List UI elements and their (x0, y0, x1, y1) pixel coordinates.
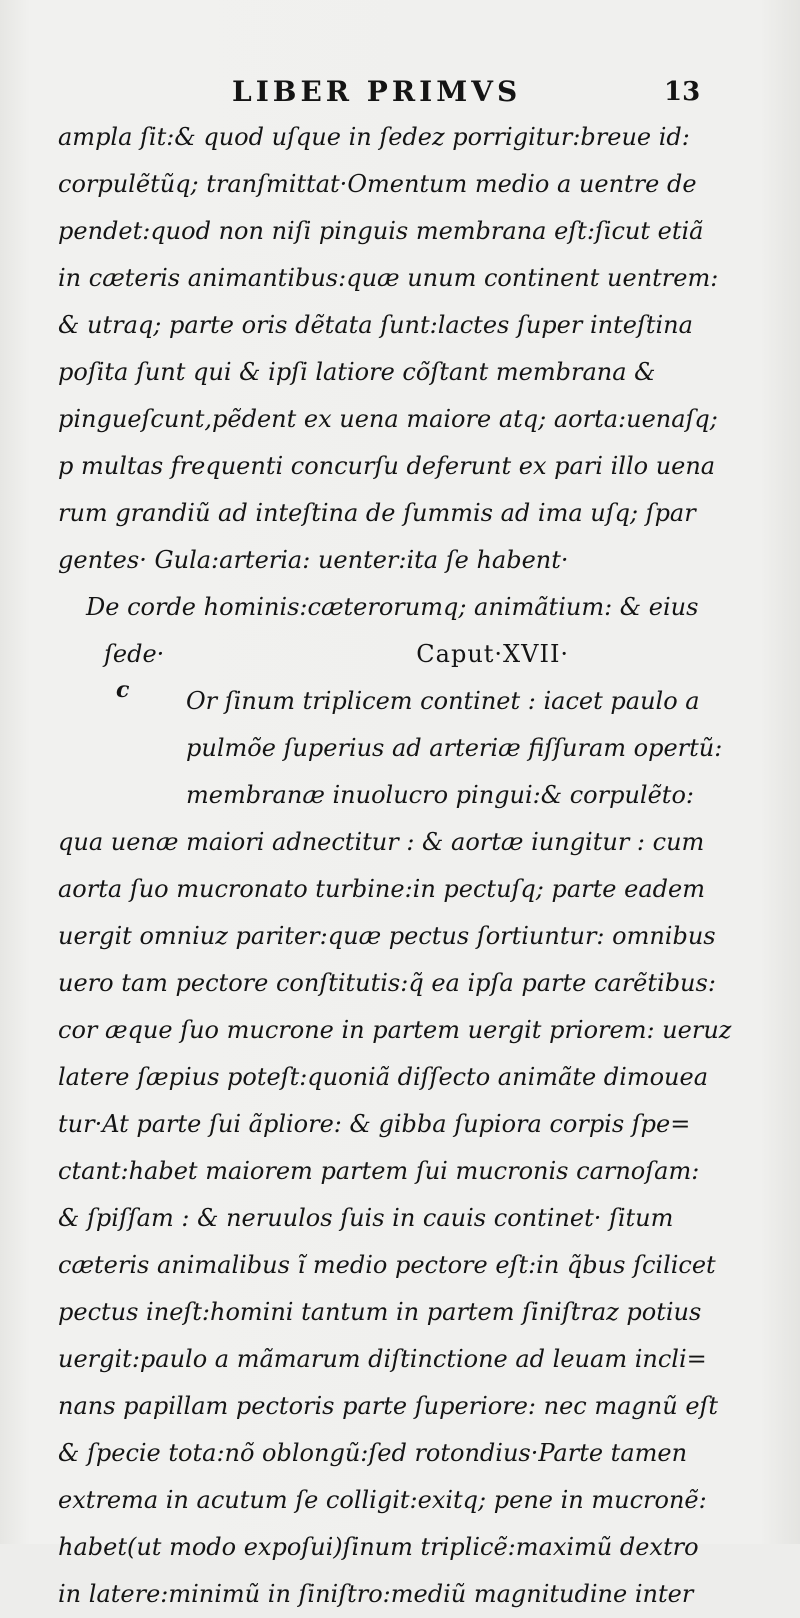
text-line: poſita ſunt qui & ipſi latiore cõſtant membrana & (58, 358, 656, 386)
text-line: pectus ineſt:homini tantum in partem ſiniſtraz potius (58, 1298, 702, 1326)
marginal-letter: c (116, 677, 130, 703)
text-line: cæteris animalibus ĩ medio pectore eſt:in q̃bus ſcilicet (58, 1251, 716, 1279)
text-block (58, 114, 748, 1618)
text-line: & ſpecie tota:nõ oblongũ:ſed rotondius·Parte tamen (58, 1439, 688, 1467)
text-line: tur·At parte ſui ãpliore: & gibba ſupiora corpis ſpe= (58, 1110, 691, 1138)
text-line: gentes· Gula:arteria: uenter:ita ſe habent· (58, 546, 569, 574)
text-line: ampla ſit:& quod uſque in ſedez porrigitur:breue id: (58, 123, 690, 151)
text-line: & ſpiſſam : & neruulos ſuis in cauis continet· ſitum (58, 1204, 674, 1232)
running-title: LIBER PRIMVS (232, 75, 522, 108)
text-line: aorta ſuo mucronato turbine:in pectuſq; parte eadem (58, 875, 705, 903)
page-header (0, 72, 800, 112)
chapter-heading-continued (58, 631, 748, 678)
text-line: cor æque ſuo mucrone in partem uergit priorem: ueruz (58, 1016, 732, 1044)
text-line: in latere:minimũ in ſiniſtro:mediũ magnitudine inter (58, 1580, 694, 1608)
text-line: p multas frequenti concurſu deferunt ex pari illo uena (58, 452, 716, 480)
text-line: latere ſæpius poteſt:quoniã diſſecto animãte dimouea (58, 1063, 709, 1091)
indented-line: membranæ inuolucro pingui:& corpulẽto: (186, 781, 694, 809)
chapter-heading: De corde hominis:cæterorumq; animãtium: & eius (86, 593, 699, 621)
text-line: nans papillam pectoris parte ſuperiore: nec magnũ eſt (58, 1392, 719, 1420)
page-number: 13 (664, 77, 701, 107)
indented-line: pulmõe ſuperius ad arteriæ fiſſuram opertũ: (186, 734, 723, 762)
text-line: ctant:habet maiorem partem ſui mucronis carnoſam: (58, 1157, 700, 1185)
text-line: pendet:quod non niſi pinguis membrana eſt:ſicut etiã (58, 217, 704, 245)
text-line: qua uenæ maiori adnectitur : & aortæ iungitur : cum (58, 828, 705, 856)
text-line: rum grandiũ ad inteſtina de ſummis ad ima uſq; ſpar (58, 499, 696, 527)
chapter-number: Caput·XVII· (416, 640, 570, 668)
chapter-heading-sede: ſede· (104, 640, 165, 668)
text-line: extrema in acutum ſe colligit:exitq; pene in mucronẽ: (58, 1486, 707, 1514)
text-line: corpulẽtũq; tranſmittat·Omentum medio a uentre de (58, 170, 697, 198)
indented-line: Or ſinum triplicem continet : iacet paulo a (186, 687, 700, 715)
text-line: uero tam pectore conſtitutis:q̃ ea ipſa parte carẽtibus: (58, 969, 716, 997)
text-line: habet(ut modo expoſui)ſinum triplicẽ:maximũ dextro (58, 1533, 699, 1561)
text-line: uergit omniuz pariter:quæ pectus ſortiuntur: omnibus (58, 922, 716, 950)
text-line: uergit:paulo a mãmarum diſtinctione ad leuam incli= (58, 1345, 707, 1373)
text-line: pingueſcunt,pẽdent ex uena maiore atq; aorta:uenaſq; (58, 405, 718, 433)
text-line: & utraq; parte oris dẽtata ſunt:lactes ſuper inteſtina (58, 311, 693, 339)
text-line: in cæteris animantibus:quæ unum continent uentrem: (58, 264, 719, 292)
